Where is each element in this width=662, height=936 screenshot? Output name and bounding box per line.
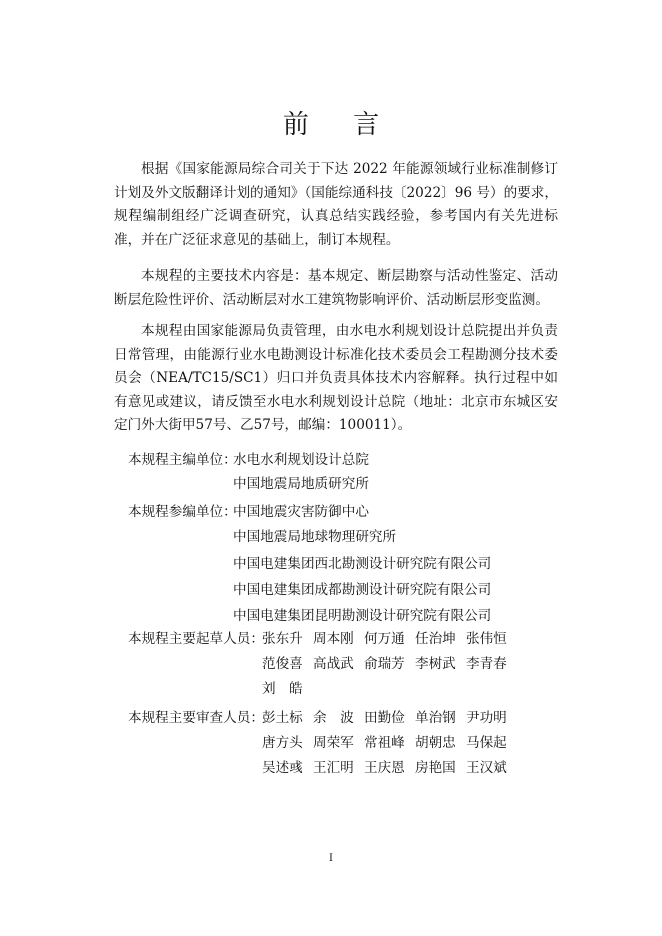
paragraph-basis: 根据《国家能源局综合司关于下达 2022 年能源领域行业标准制修订计划及外文版翻译计划的通知》（国能综通科技〔2022〕96 号）的要求，规程编制组经广泛调查研究，认真总结实践经验，参考国内有关先进标准，并在广泛征求意见的基础上，制订本规程。 [114,161,558,248]
reviewers-names [262,731,517,751]
person-name: 李树武 [415,656,456,672]
reviewers-label: 本规程主要审查人员： [128,710,264,726]
participating-unit-item: 中国电建集团成都勘测设计研究院有限公司 [233,582,492,598]
person-name: 王汉斌 [466,760,507,776]
paragraph-contents: 本规程的主要技术内容是：基本规定、断层勘察与活动性鉴定、活动断层危险性评价、活动断层对水工建筑物影响评价、活动断层形变监测。 [114,268,558,308]
person-name: 何万通 [364,631,405,647]
drafters-label: 本规程主要起草人员： [128,631,264,647]
person-name: 周荣军 [313,735,354,751]
person-name: 马保起 [466,735,507,751]
participating-unit-item: 中国电建集团昆明勘测设计研究院有限公司 [233,608,492,624]
person-name: 张东升 [262,631,303,647]
person-name: 高战武 [313,656,354,672]
drafters-names [262,652,517,672]
person-name: 余 波 [313,710,354,726]
person-name: 唐方头 [262,735,303,751]
person-name: 胡朝忠 [415,735,456,751]
reviewers-names [262,756,517,776]
participating-units-label: 本规程参编单位： [128,504,237,520]
person-name: 张伟恒 [466,631,507,647]
reviewers-names [262,706,517,726]
person-name: 常祖峰 [364,735,405,751]
chief-unit-item: 中国地震局地质研究所 [233,476,369,492]
participating-unit-item: 中国地震局地球物理研究所 [233,529,397,545]
person-name: 范俊喜 [262,656,303,672]
paragraph-management: 本规程由国家能源局负责管理，由水电水利规划设计总院提出并负责日常管理，由能源行业水电勘测设计标准化技术委员会工程勘测分技术委员会（NEA/TC15/SC1）归口并负责具体技术内容解释。执行过程中如有意见或建议，请反馈至水电水利规划设计总院（地址：北京市东城区安定门外大街甲57号、乙57号，邮编：100011）。 [114,323,558,434]
person-name: 彭土标 [262,710,303,726]
person-name: 王汇明 [313,760,354,776]
person-name: 周本刚 [313,631,354,647]
participating-unit-item: 中国地震灾害防御中心 [233,504,369,520]
chief-unit-item: 水电水利规划设计总院 [233,452,369,468]
person-name: 田勤俭 [364,710,405,726]
person-name: 尹功明 [466,710,507,726]
person-name: 刘 皓 [262,681,303,697]
drafters-names [262,627,517,647]
participating-unit-item: 中国电建集团西北勘测设计研究院有限公司 [233,556,492,572]
page-title: 前 言 [282,110,398,140]
person-name: 李青春 [466,656,507,672]
person-name: 房艳国 [415,760,456,776]
person-name: 单治钢 [415,710,456,726]
page-number: I [329,853,333,864]
person-name: 吴述彧 [262,760,303,776]
person-name: 俞瑞芳 [364,656,405,672]
drafters-names [262,677,313,697]
person-name: 王庆恩 [364,760,405,776]
person-name: 任治坤 [415,631,456,647]
chief-unit-label: 本规程主编单位： [128,452,237,468]
